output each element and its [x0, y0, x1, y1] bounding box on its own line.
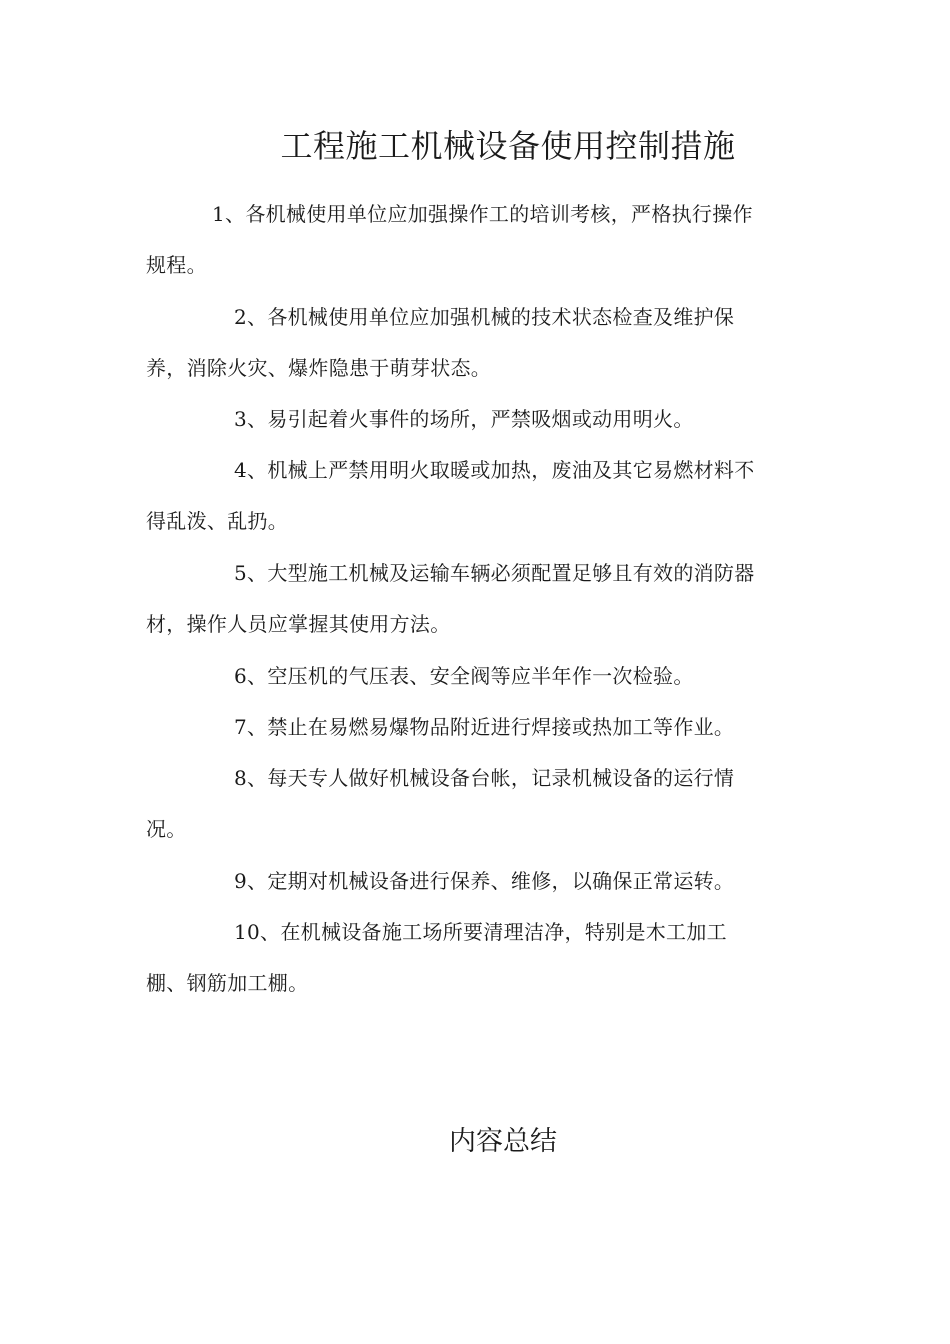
item-lead-line: 5、大型施工机械及运输车辆必须配置足够且有效的消防器	[234, 561, 755, 585]
list-item	[146, 292, 814, 394]
list-item	[146, 907, 814, 1009]
list-item	[146, 702, 814, 753]
item-continuation-line: 材，操作人员应掌握其使用方法。	[146, 612, 451, 636]
summary-heading: 内容总结	[449, 1126, 557, 1157]
document-title: 工程施工机械设备使用控制措施	[280, 127, 736, 165]
list-item	[146, 753, 814, 855]
item-continuation-line: 棚、钢筋加工棚。	[146, 971, 309, 995]
item-lead-line: 9、定期对机械设备进行保养、维修，以确保正常运转。	[234, 869, 735, 893]
item-lead-line: 6、空压机的气压表、安全阀等应半年作一次检验。	[234, 664, 694, 688]
list-item	[146, 548, 814, 650]
list-item	[146, 651, 814, 702]
item-lead-line: 2、各机械使用单位应加强机械的技术状态检查及维护保	[234, 305, 735, 329]
item-lead-line: 7、禁止在易燃易爆物品附近进行焊接或热加工等作业。	[234, 715, 735, 739]
item-lead-line: 4、机械上严禁用明火取暖或加热，废油及其它易燃材料不	[234, 458, 755, 482]
item-lead-line: 3、易引起着火事件的场所，严禁吸烟或动用明火。	[234, 407, 694, 431]
item-lead-line: 10、在机械设备施工场所要清理洁净，特别是木工加工	[234, 920, 727, 944]
list-item	[146, 189, 814, 291]
item-continuation-line: 况。	[146, 817, 187, 841]
list-item	[146, 394, 814, 445]
item-lead-line: 1、各机械使用单位应加强操作工的培训考核，严格执行操作	[212, 202, 753, 226]
item-continuation-line: 得乱泼、乱扔。	[146, 509, 289, 533]
list-item	[146, 445, 814, 547]
item-continuation-line: 养，消除火灾、爆炸隐患于萌芽状态。	[146, 356, 492, 380]
list-item	[146, 856, 814, 907]
item-lead-line: 8、每天专人做好机械设备台帐，记录机械设备的运行情	[234, 766, 735, 790]
item-continuation-line: 规程。	[146, 253, 207, 277]
